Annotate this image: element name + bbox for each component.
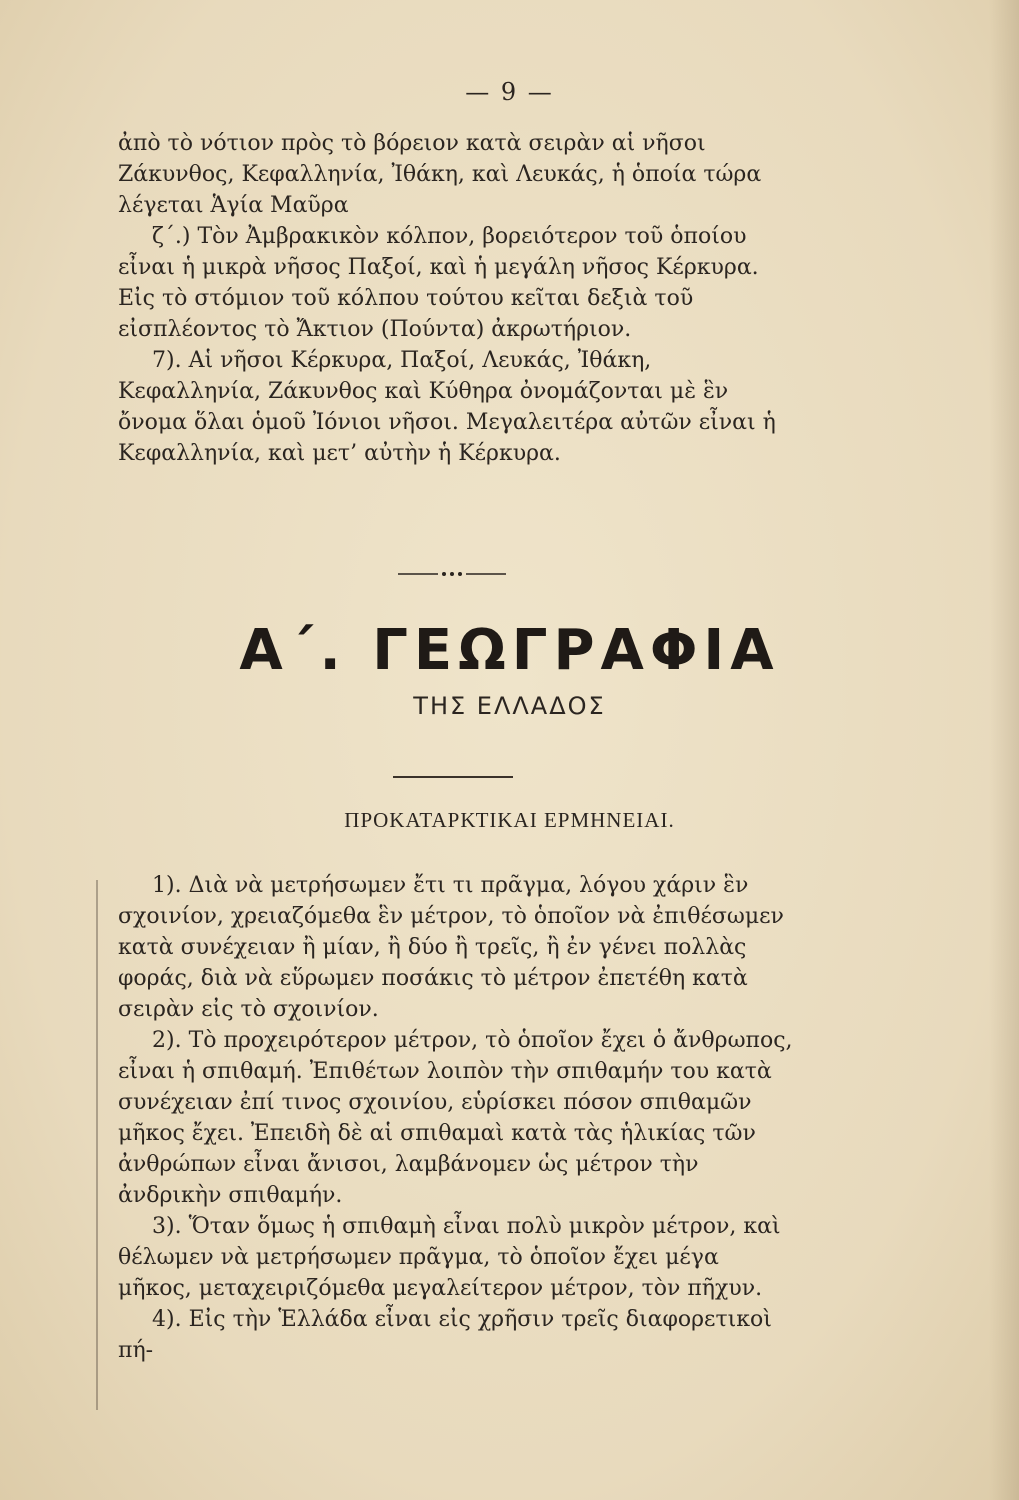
intro-paragraph-2: ζ΄.) Τὸν Ἀμβρακικὸν κόλπον, βορειότερον τοῦ ὁποίου εἶναι ἡ μικρὰ νῆσος Παξοί, καὶ ἡ μεγάλη νῆσος Κέρκυρα. Εἰς τὸ στόμιον τοῦ κόλπου τούτου κεῖται δεξιὰ τοῦ εἰσπλέοντος τὸ Ἄκτιον (Πούντα) ἀκρωτήριον.: [118, 224, 759, 342]
numbered-paragraph-4: 4). Εἰς τὴν Ἑλλάδα εἶναι εἰς χρῆσιν τρεῖς διαφορετικοὶ πή-: [118, 1307, 772, 1363]
numbered-paragraph-1: 1). Διὰ νὰ μετρήσωμεν ἔτι τι πρᾶγμα, λόγου χάριν ἓν σχοινίον, χρειαζόμεθα ἓν μέτρον, τὸ ὁποῖον νὰ ἐπιθέσωμεν κατὰ συνέχειαν ἢ μίαν, ἢ δύο ἢ τρεῖς, ἢ ἐν γένει πολλὰς φοράς, διὰ νὰ εὕρωμεν ποσάκις τὸ μέτρον ἐπετέθη κατὰ σειρὰν εἰς τὸ σχοινίον.: [118, 873, 784, 1022]
chapter-subtitle: ΤΗΣ ΕΛΛΑΔΟΣ: [413, 692, 606, 720]
chapter-title: Α΄. ΓΕΩΓΡΑΦΙΑ: [239, 618, 780, 683]
margin-bracket-mark: [96, 880, 108, 1410]
numbered-paragraph-3: 3). Ὅταν ὅμως ἡ σπιθαμὴ εἶναι πολὺ μικρὸν μέτρον, καὶ θέλωμεν νὰ μετρήσωμεν πρᾶγμα, τὸ ὁποῖον ἔχει μέγα μῆκος, μεταχειριζόμεθα μεγαλείτερον μέτρον, τὸν πῆχυν.: [118, 1214, 781, 1301]
page-edge-shadow: [989, 0, 1019, 1500]
section-heading: ΠΡΟΚΑΤΑΡΚΤΙΚΑΙ ΕΡΜΗΝΕΙΑΙ.: [344, 808, 675, 832]
intro-text: [118, 128, 798, 469]
page-number: — 9 —: [465, 78, 554, 106]
intro-paragraph-1: ἀπὸ τὸ νότιον πρὸς τὸ βόρειον κατὰ σειρὰν αἱ νῆσοι Ζάκυνθος, Κεφαλληνία, Ἰθάκη, καὶ Λευκάς, ἡ ὁποία τώρα λέγεται Ἁγία Μαῦρα: [118, 131, 762, 218]
title-rule: [393, 776, 513, 778]
intro-paragraph-3: 7). Αἱ νῆσοι Κέρκυρα, Παξοί, Λευκάς, Ἰθάκη, Κεφαλληνία, Ζάκυνθος καὶ Κύθηρα ὀνομάζονται μὲ ἓν ὄνομα ὅλαι ὁμοῦ Ἰόνιοι νῆσοι. Μεγαλειτέρα αὐτῶν εἶναι ἡ Κεφαλληνία, καὶ μετ’ αὐτὴν ἡ Κέρκυρα.: [118, 348, 776, 466]
numbered-paragraph-2: 2). Τὸ προχειρότερον μέτρον, τὸ ὁποῖον ἔχει ὁ ἄνθρωπος, εἶναι ἡ σπιθαμή. Ἐπιθέτων λοιπὸν τὴν σπιθαμήν του κατὰ συνέχειαν ἐπί τινος σχοινίου, εὑρίσκει πόσον σπιθαμῶν μῆκος ἔχει. Ἐπειδὴ δὲ αἱ σπιθαμαὶ κατὰ τὰς ἡλικίας τῶν ἀνθρώπων εἶναι ἄνισοι, λαμβάνομεν ὡς μέτρον τὴν ἀνδρικὴν σπιθαμήν.: [118, 1028, 793, 1208]
ornament-divider: [398, 571, 506, 577]
body-text: [118, 870, 798, 1366]
